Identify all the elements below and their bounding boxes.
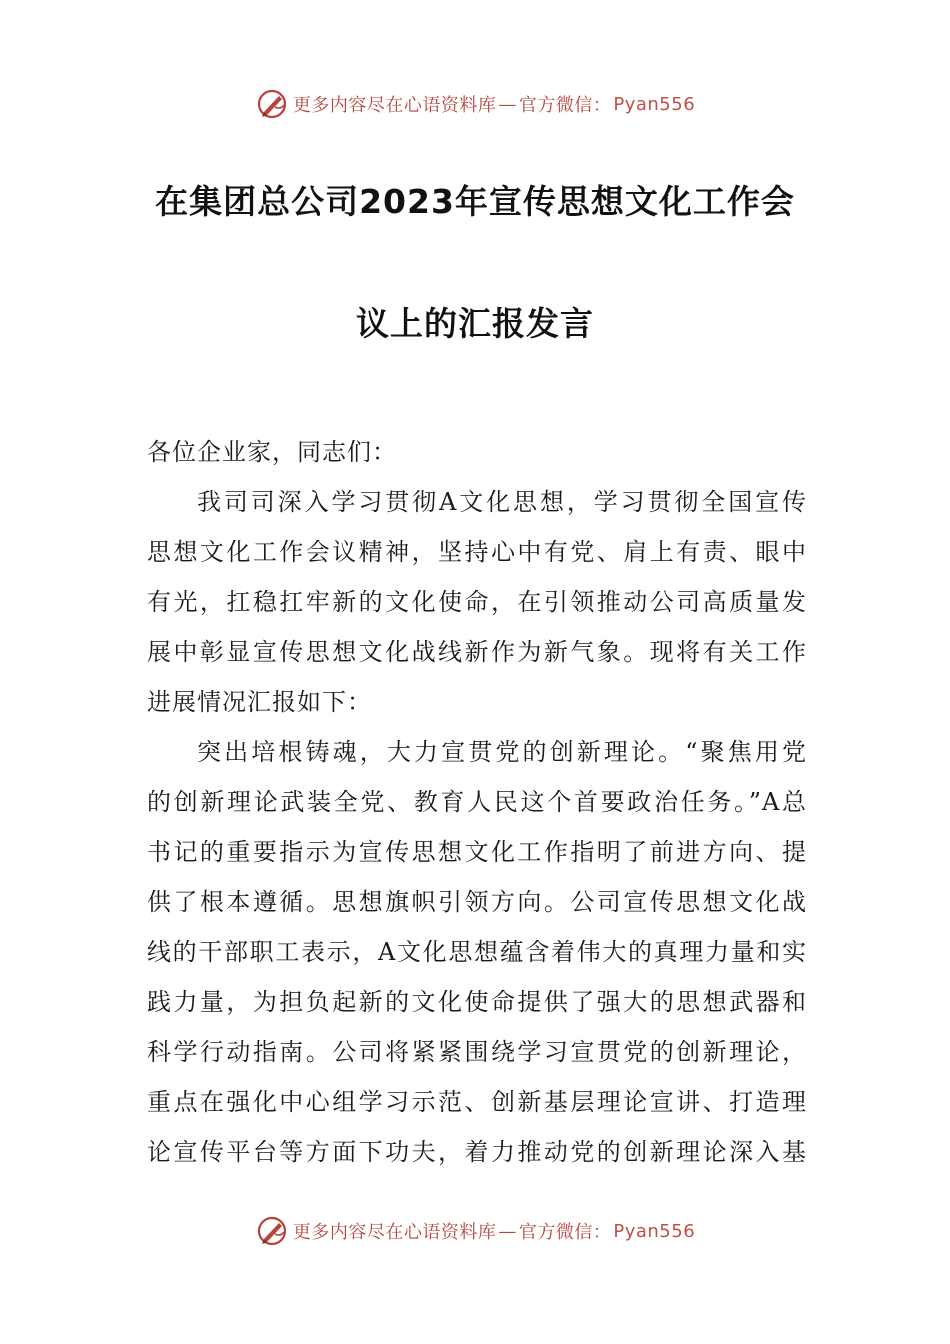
watermark-wechat-id: Pyan556 xyxy=(613,93,696,115)
body-line: 突出培根铸魂，大力宣贯党的创新理论。“聚焦用党 xyxy=(197,738,807,766)
pen-logo-icon xyxy=(255,87,289,121)
body-line: 科学行动指南。公司将紧紧围绕学习宣贯党的创新理论， xyxy=(147,1038,807,1066)
footer-watermark xyxy=(0,1211,950,1251)
body-line: 论宣传平台等方面下功夫，着力推动党的创新理论深入基 xyxy=(147,1138,807,1166)
body-line: 践力量，为担负起新的文化使命提供了强大的思想武器和 xyxy=(147,988,807,1016)
watermark-wechat-id: Pyan556 xyxy=(613,1220,696,1242)
body-line: 重点在强化中心组学习示范、创新基层理论宣讲、打造理 xyxy=(147,1088,807,1116)
pen-logo-icon xyxy=(255,1214,289,1248)
watermark-separator: — xyxy=(498,1220,517,1242)
salutation-line: 各位企业家，同志们： xyxy=(147,438,397,466)
body-line: 线的干部职工表示，A文化思想蕴含着伟大的真理力量和实 xyxy=(147,938,807,966)
body-line: 思想文化工作会议精神，坚持心中有党、肩上有责、眼中 xyxy=(147,538,807,566)
header-watermark xyxy=(0,84,950,124)
document-title-line-1: 在集团总公司2023年宣传思想文化工作会 xyxy=(155,182,795,221)
body-line: 供了根本遵循。思想旗帜引领方向。公司宣传思想文化战 xyxy=(147,888,807,916)
body-line: 书记的重要指示为宣传思想文化工作指明了前进方向、提 xyxy=(147,838,807,866)
watermark-label: 官方微信： xyxy=(518,95,612,116)
watermark-text: 更多内容尽在心语资料库 xyxy=(292,95,497,116)
watermark-label: 官方微信： xyxy=(518,1222,612,1243)
body-line: 有光，扛稳扛牢新的文化使命，在引领推动公司高质量发 xyxy=(147,588,807,616)
watermark-separator: — xyxy=(498,93,517,115)
document-body xyxy=(147,427,807,1177)
watermark-text: 更多内容尽在心语资料库 xyxy=(292,1222,497,1243)
body-line: 进展情况汇报如下： xyxy=(147,688,372,716)
body-line: 我司司深入学习贯彻A文化思想，学习贯彻全国宣传 xyxy=(197,488,807,516)
document-title-line-2: 议上的汇报发言 xyxy=(356,304,594,343)
body-line: 展中彰显宣传思想文化战线新作为新气象。现将有关工作 xyxy=(147,638,807,666)
body-line: 的创新理论武装全党、教育人民这个首要政治任务。”A总 xyxy=(147,788,807,816)
